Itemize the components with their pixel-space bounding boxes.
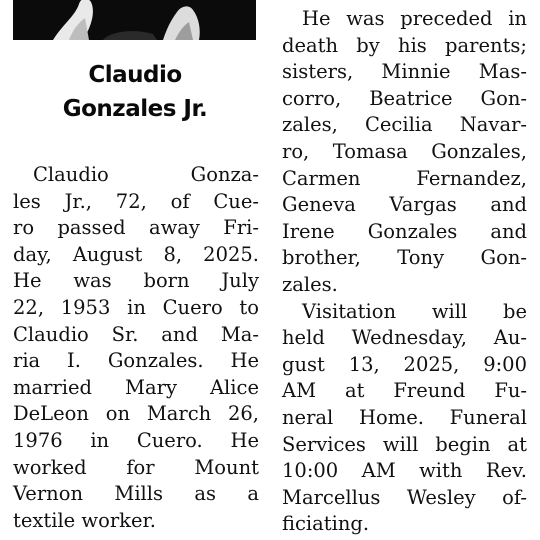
obituary-text-line: ro, Tomasa Gonzales, (282, 139, 527, 163)
obituary-text-line: He was preceded in (302, 7, 527, 30)
obituary-text-line: Marcellus Wesley of- (282, 485, 527, 509)
obituary-text-line: day, August 8, 2025. (13, 242, 259, 266)
obituary-text-line: 22, 1953 in Cuero to (13, 295, 259, 319)
obituary-text-line: zales, Cecilia Navar- (282, 113, 527, 137)
obituary-text-line: worked for Mount (13, 455, 259, 479)
obituary-text-line: death by his parents; (282, 33, 527, 57)
obituary-text-line: ria I. Gonzales. He (13, 349, 259, 373)
portrait-photo-image (13, 0, 256, 40)
obituary-text-line: He was born July (13, 269, 259, 293)
obituary-text-line: DeLeon on March 26, (13, 402, 259, 426)
obituary-text-line: corro, Beatrice Gon- (282, 86, 527, 110)
obituary-text-line: held Wednesday, Au- (282, 326, 527, 350)
obituary-text-line: les Jr., 72, of Cue- (13, 189, 259, 213)
obituary-text-line: 10:00 AM with Rev. (282, 459, 527, 483)
obituary-text-line: AM at Freund Fu- (282, 379, 527, 403)
obituary-text-line: Claudio Gonza- (33, 163, 259, 186)
obituary-text-line: Geneva Vargas and (282, 193, 527, 217)
obituary-text-line: gust 13, 2025, 9:00 (282, 352, 527, 376)
obituary-body-left (13, 162, 259, 534)
obituary-text-line: Vernon Mills as a (13, 482, 259, 506)
obituary-text-line: Irene Gonzales and (282, 219, 527, 243)
obituary-text-line: Claudio Sr. and Ma- (13, 322, 259, 346)
obituary-text-line: neral Home. Funeral (282, 405, 527, 429)
portrait-photo (13, 0, 256, 40)
obituary-text-line: Visitation will be (302, 299, 527, 323)
deceased-name-last: Gonzales Jr. (62, 96, 208, 122)
obituary-text-line: ro passed away Fri- (13, 216, 259, 240)
obituary-text-line: brother, Tony Gon- (282, 246, 527, 270)
obituary-text-line: Services will begin at (282, 432, 527, 456)
obituary-text-line: ficiating. (282, 512, 370, 536)
obituary-text-line: sisters, Minnie Mas- (282, 60, 527, 84)
obituary-text-line: married Mary Alice (13, 375, 259, 399)
obituary-text-line: textile worker. (13, 508, 156, 532)
obituary-text-line: Carmen Fernandez, (282, 166, 527, 190)
deceased-name-first: Claudio (88, 62, 182, 88)
obituary-body-right (282, 6, 527, 538)
obituary-text-line: 1976 in Cuero. He (13, 428, 259, 452)
obituary-text-line: zales. (282, 272, 338, 296)
